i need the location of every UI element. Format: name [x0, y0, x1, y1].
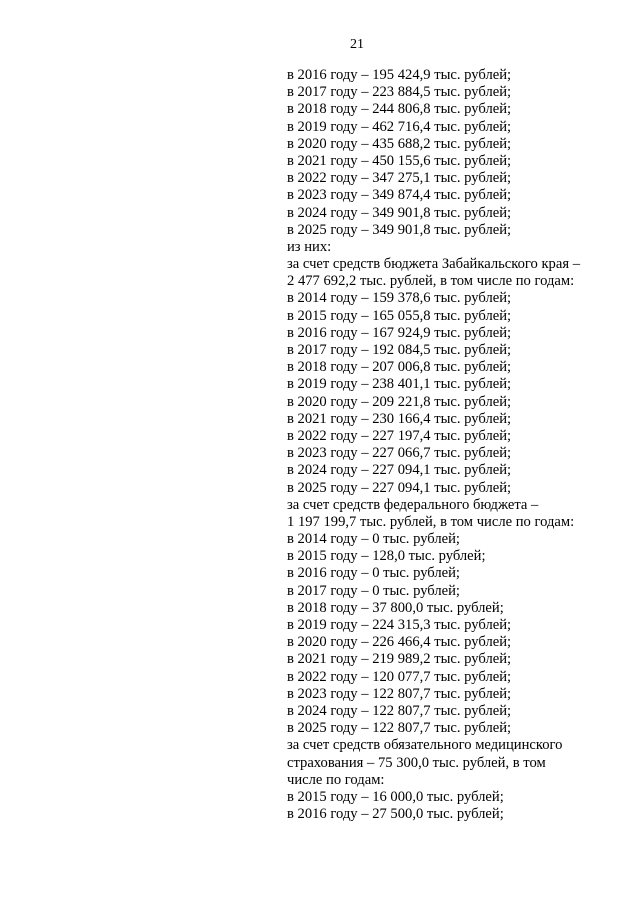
text-line: в 2021 году – 230 166,4 тыс. рублей; — [287, 410, 512, 427]
text-line: в 2020 году – 209 221,8 тыс. рублей; — [287, 393, 512, 410]
text-line: в 2024 году – 227 094,1 тыс. рублей; — [287, 462, 512, 479]
text-line: в 2016 году – 27 500,0 тыс. рублей; — [287, 806, 504, 823]
text-line: в 2015 году – 16 000,0 тыс. рублей; — [287, 788, 504, 805]
text-line: в 2023 году – 349 874,4 тыс. рублей; — [287, 187, 512, 204]
text-line: 2 477 692,2 тыс. рублей, в том числе по годам: — [287, 273, 575, 290]
text-line: за счет средств федерального бюджета – — [287, 496, 539, 513]
text-line: в 2020 году – 226 466,4 тыс. рублей; — [287, 634, 512, 651]
text-line: 1 197 199,7 тыс. рублей, в том числе по годам: — [287, 513, 575, 530]
text-line: в 2014 году – 159 378,6 тыс. рублей; — [287, 290, 512, 307]
text-line: в 2021 году – 450 155,6 тыс. рублей; — [287, 152, 512, 169]
document-text-column — [287, 67, 607, 823]
text-line: в 2019 году – 238 401,1 тыс. рублей; — [287, 376, 512, 393]
text-line: в 2015 году – 165 055,8 тыс. рублей; — [287, 307, 512, 324]
text-line: за счет средств обязательного медицинского — [287, 737, 563, 754]
text-line: в 2017 году – 192 084,5 тыс. рублей; — [287, 342, 512, 358]
text-line: в 2019 году – 462 716,4 тыс. рублей; — [287, 118, 512, 135]
text-line: в 2015 году – 128,0 тыс. рублей; — [287, 548, 486, 565]
text-line: в 2016 году – 195 424,9 тыс. рублей; — [287, 67, 512, 83]
text-line: в 2023 году – 227 066,7 тыс. рублей; — [287, 445, 512, 462]
text-line: в 2023 году – 122 807,7 тыс. рублей; — [287, 685, 512, 702]
text-line: в 2024 году – 349 901,8 тыс. рублей; — [287, 204, 512, 221]
text-line: в 2025 году – 227 094,1 тыс. рублей; — [287, 479, 512, 496]
text-line: в 2022 году – 120 077,7 тыс. рублей; — [287, 668, 512, 685]
text-line: в 2024 году – 122 807,7 тыс. рублей; — [287, 702, 512, 719]
page-number: 21 — [350, 37, 364, 52]
text-line: в 2016 году – 167 924,9 тыс. рублей; — [287, 324, 512, 341]
text-line: страхования – 75 300,0 тыс. рублей, в том — [287, 754, 546, 771]
text-line: за счет средств бюджета Забайкальского края – — [287, 256, 580, 273]
text-line: в 2017 году – 223 884,5 тыс. рублей; — [287, 84, 512, 101]
text-line: в 2020 году – 435 688,2 тыс. рублей; — [287, 135, 512, 152]
text-line: в 2018 году – 207 006,8 тыс. рублей; — [287, 359, 512, 376]
text-line: в 2021 году – 219 989,2 тыс. рублей; — [287, 651, 512, 668]
text-line: числе по годам: — [287, 771, 385, 788]
text-line: из них: — [287, 238, 332, 255]
text-line: в 2022 году – 347 275,1 тыс. рублей; — [287, 170, 512, 187]
text-line: в 2025 году – 122 807,7 тыс. рублей; — [287, 720, 512, 737]
text-line: в 2017 году – 0 тыс. рублей; — [287, 582, 460, 599]
text-line: в 2014 году – 0 тыс. рублей; — [287, 531, 460, 548]
text-line: в 2016 году – 0 тыс. рублей; — [287, 565, 460, 582]
text-line: в 2018 году – 37 800,0 тыс. рублей; — [287, 599, 504, 616]
text-line: в 2025 году – 349 901,8 тыс. рублей; — [287, 221, 512, 238]
text-line: в 2019 году – 224 315,3 тыс. рублей; — [287, 617, 512, 633]
text-line: в 2022 году – 227 197,4 тыс. рублей; — [287, 427, 512, 444]
text-line: в 2018 году – 244 806,8 тыс. рублей; — [287, 101, 512, 118]
